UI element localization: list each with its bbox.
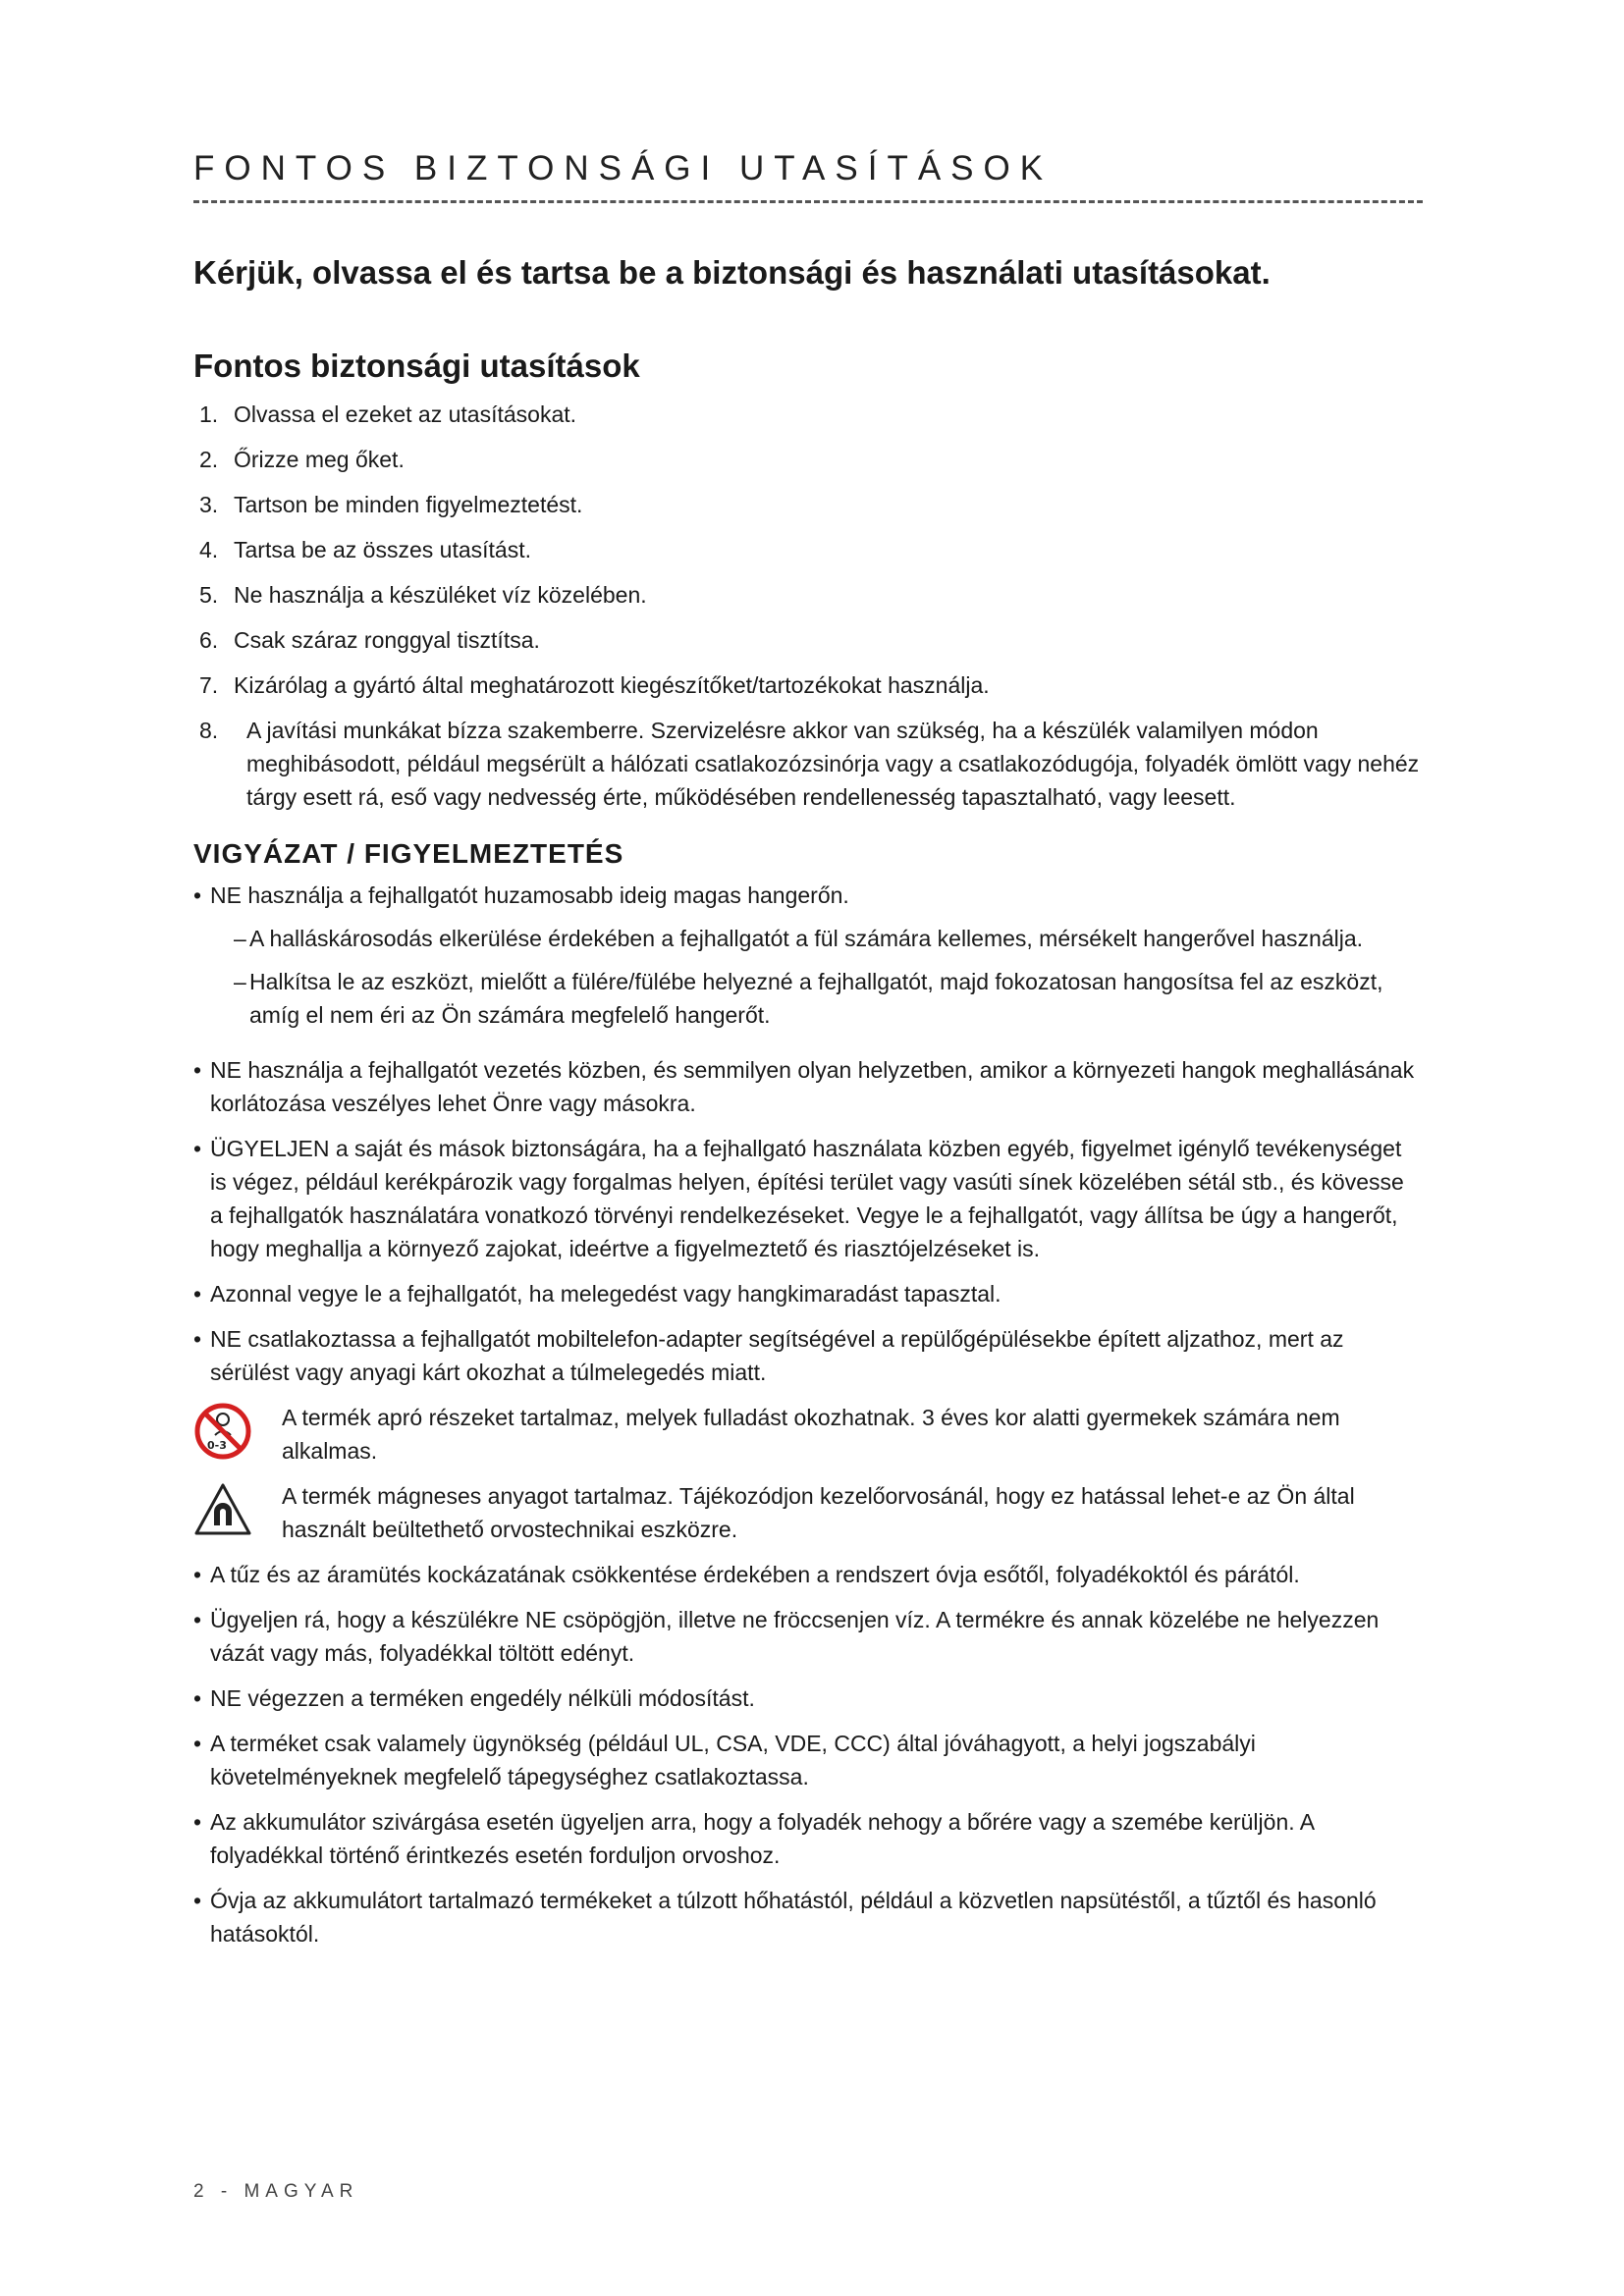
dashed-divider [193, 200, 1423, 203]
choking-hazard-icon [193, 1401, 252, 1462]
safety-instructions-title: Fontos biztonsági utasítások [193, 347, 640, 384]
numbered-item: 7. Kizárólag a gyártó által meghatározott kiegészítőket/tartozékokat használja. [199, 672, 990, 698]
bullet-item: • Óvja az akkumulátort tartalmazó termékeket a túlzott hőhatástól, például a közvetlen napsütéstől, a tűztől és hasonló hatásoktól. [193, 1888, 1377, 1947]
bullet-item: • Azonnal vegye le a fejhallgatót, ha melegedést vagy hangkimaradást tapasztal. [193, 1281, 1001, 1307]
bullet-item: • A tűz és az áramütés kockázatának csökkentése érdekében a rendszert óvja esőtől, folyadékoktól és párától. [193, 1562, 1300, 1587]
safety-instructions-list [193, 398, 1421, 814]
magnet-warning-icon [193, 1479, 252, 1540]
numbered-item: 1. Olvassa el ezeket az utasításokat. [199, 401, 577, 427]
lead-instruction: Kérjük, olvassa el és tartsa be a biztonsági és használati utasításokat. [193, 254, 1271, 291]
numbered-item: 5. Ne használja a készüléket víz közelében. [199, 582, 647, 608]
numbered-item: 8. A javítási munkákat bízza szakemberre. Szervizelésre akkor van szükség, ha a készülék valamilyen módon meghibásodott, például megsérült a hálózati csatlakozózsinórja vagy a csatlakozódugója, folyadék ömlött vagy nehéz tárgy esett rá, eső vagy nedvesség érte, működésében rendellenesség tapasztalható, vagy leesett. [199, 718, 1420, 810]
bullet-item: • Az akkumulátor szivárgása esetén ügyeljen arra, hogy a folyadék nehogy a bőrére vagy a szemébe kerüljön. A folyadékkal történő érintkezés esetén forduljon orvoshoz. [193, 1809, 1314, 1868]
bullet-item: • ÜGYELJEN a saját és mások biztonságára, ha a fejhallgató használata közben egyéb, figyelmet igénylő tevékenységet is végez, például kerékpározik vagy forgalmas helyen, építési terület vagy vasúti sínek közelében sétál stb., és kövesse a fejhallgatók használatára vonatkozó törvényi rendelkezéseket. Vegye le a fejhallgatót, vagy állítsa be úgy a hangerőt, hogy meghallja a környező zajokat, ideértve a figyelmeztető és riasztójelzéseket is. [193, 1136, 1404, 1261]
page-footer: 2 - MAGYAR [193, 2181, 359, 2202]
section-title: FONTOS BIZTONSÁGI UTASÍTÁSOK [193, 149, 1054, 187]
numbered-item: 6. Csak száraz ronggyal tisztítsa. [199, 627, 540, 653]
magnet-warning-row [193, 1479, 1421, 1546]
warning-title: VIGYÁZAT / FIGYELMEZTETÉS [193, 838, 624, 869]
choking-hazard-text: A termék apró részeket tartalmaz, melyek fulladást okozhatnak. 3 éves kor alatti gyermekek számára nem alkalmas. [282, 1405, 1340, 1464]
warning-list-continued [193, 1558, 1421, 1950]
numbered-item: 2. Őrizze meg őket. [199, 447, 405, 472]
bullet-item: • A terméket csak valamely ügynökség (például UL, CSA, VDE, CCC) által jóváhagyott, a helyi jogszabályi követelményeknek megfelelő tápegységhez csatlakoztassa. [193, 1731, 1256, 1789]
document-page [193, 147, 1421, 1962]
numbered-item: 4. Tartsa be az összes utasítást. [199, 537, 531, 562]
bullet-item: • Ügyeljen rá, hogy a készülékre NE csöpögjön, illetve ne fröccsenjen víz. A termékre és annak közelébe ne helyezzen vázát vagy más, folyadékkal töltött edényt. [193, 1607, 1380, 1666]
dash-item: – Halkítsa le az eszközt, mielőtt a fülére/fülébe helyezné a fejhallgatót, majd fokozatosan hangosítsa fel az eszközt, amíg el nem éri az Ön számára megfelelő hangerőt. [234, 969, 1383, 1028]
numbered-item: 3. Tartson be minden figyelmeztetést. [199, 492, 583, 517]
bullet-item: • NE használja a fejhallgatót vezetés közben, és semmilyen olyan helyzetben, amikor a környezeti hangok meghallásának korlátozása veszélyes lehet Önre vagy másokra. [193, 1057, 1415, 1116]
dash-item: – A halláskárosodás elkerülése érdekében a fejhallgatót a fül számára kellemes, mérsékelt hangerővel használja. [234, 926, 1364, 951]
warning-list [193, 879, 1421, 1389]
bullet-item: • NE használja a fejhallgatót huzamosabb ideig magas hangerőn. – A halláskárosodás elkerülése érdekében a fejhallgatót a fül számára kellemes, mérsékelt hangerővel használja. – Halkítsa le az eszközt, mielőtt a fülére/fülébe helyezné a fejhallgatót, majd fokozatosan hangosítsa fel az eszközt, amíg el nem éri az Ön számára megfelelő hangerőt. [193, 879, 1421, 1041]
sub-list [234, 922, 1421, 1032]
svg-text:0-3: 0-3 [207, 1439, 227, 1452]
bullet-item: • NE csatlakoztassa a fejhallgatót mobiltelefon-adapter segítségével a repülőgépülésekbe épített aljzathoz, mert az sérülést vagy anyagi kárt okozhat a túlmelegedés miatt. [193, 1326, 1344, 1385]
bullet-item: • NE végezzen a terméken engedély nélküli módosítást. [193, 1685, 755, 1711]
choking-hazard-row [193, 1401, 1421, 1468]
magnet-warning-text: A termék mágneses anyagot tartalmaz. Tájékozódjon kezelőorvosánál, hogy ez hatással lehet-e az Ön által használt beültethető orvostechnikai eszközre. [282, 1483, 1355, 1542]
